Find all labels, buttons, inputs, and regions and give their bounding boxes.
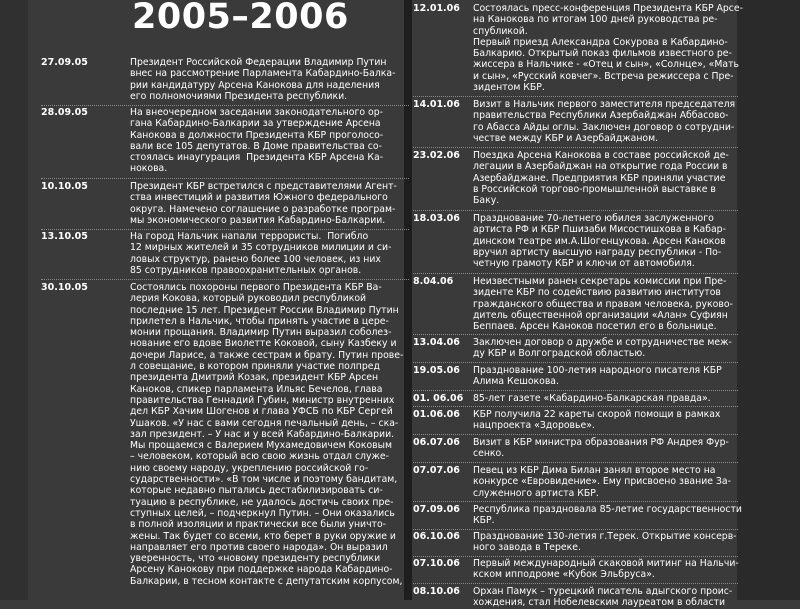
entry-date: 13.04.06 — [413, 337, 460, 348]
entry-date: 10.10.05 — [41, 181, 88, 192]
entry-text: 85-лет газете «Кабардино-Балкарская правда». — [473, 393, 711, 404]
entry-text: Неизвестными ранен секретарь комиссии при Пре- зиденте КБР по содействию развитию институтов гражданского общества и правам человека, руково- дитель общественной организации «Алан» Суфиян Беппаев. Арсен Каноков посетил его в больнице. — [473, 276, 733, 333]
entry-text: Президент КБР встретился с представителями Агент- ства инвестиций и развития Южного федерального округа. Намечено соглашение о разработке програм- мы экономического развития Кабардино-Балкарии. — [130, 181, 397, 226]
entry-separator — [413, 362, 738, 363]
entry-text: Президент Российской Федерации Владимир Путин внес на рассмотрение Парламента Кабардино-Балка- рии кандидатуру Арсена Канокова для наделения его полномочиями Президента республики. — [130, 57, 396, 102]
entry-separator — [413, 273, 738, 274]
entry-separator — [413, 529, 738, 530]
entry-text: Певец из КБР Дима Билан занял второе место на конкурсе «Евровидение». Ему присвоено звание За- служенного артиста КБР. — [473, 465, 731, 499]
right-margin-strip — [737, 0, 800, 600]
entry-separator — [413, 583, 738, 584]
entry-text: КБР получила 22 кареты скорой помощи в рамках нацпроекта «Здоровье». — [473, 409, 721, 432]
entry-text: Заключен договор о дружбе и сотрудничестве меж- ду КБР и Волгоградской областью. — [473, 337, 732, 360]
entry-text: На город Нальчик напали террористы. Погибло 12 мирных жителей и 35 сотрудников милиции и си- ловых структур, ранено более 100 человек, из них 85 сотрудников правоохранительных органов. — [130, 231, 392, 276]
entry-date: 19.05.06 — [413, 365, 460, 376]
entry-separator — [413, 462, 738, 463]
entry-date: 23.02.06 — [413, 150, 460, 161]
entry-text: Празднование 130-летия г.Терек. Открытие консерв- ного завода в Тереке. — [473, 531, 737, 554]
entry-date: 18.03.06 — [413, 213, 460, 224]
entry-date: 06.07.06 — [413, 437, 460, 448]
entry-date: 14.01.06 — [413, 99, 460, 110]
entry-separator — [413, 210, 738, 211]
entry-text: Визит в Нальчик первого заместителя председателя правительства Республики Азербайджан Аббасово- го Абасса Айды оглы. Заключен договор о сотрудни- честве между КБР и Азербайджаном. — [473, 99, 736, 144]
entry-text: Состоялись похороны первого Президента КБР Ва- лерия Кокова, который руководил республикой последние 15 лет. Президент России Владимир Путин прилетел в Нальчик, чтобы принять участие в цере- монии прощания. Владимир Путин выразил соболез- нование его вдове Виолетте Коковой, сыну Казбеку и дочери Ларисе, а также сестрам и брату. Путин прове- л совещание, в котором приняли участие полпред президента Дмитрий Козак, президент КБР Арсен Каноков, спикер парламента Ильяс Бечелов, глава правительства Геннадий Губин, министр внутренних дел КБР Хачим Шогенов и глава УФСБ по КБР Сергей Ушаков. «У нас с вами сегодня печальный день, – ска- зал президент. – У нас и у всей Кабардино-Балкарии. Мы прощаемся с Валерием Мухамедовичем Коковым – человеком, который всю свою жизнь отдал служе- нию своему народу, укреплению российской го- сударственности». «В том числе и поэтому бандитам, которые недавно пытались дестабилизировать си- туацию в республике, не удалось достичь своих пре- ступных целей, – подчеркнул Путин. – Они оказались в полной изоляции и практически все были уничто- жены. Так будет со всеми, кто берет в руки оружие и направляет его против своего народа». Он выразил уверенность, что «новому президенту республики Арсену Канокову при поддержке народа Кабардино- Балкарии, в тесном контакте с депутатским корпусом, — [130, 282, 404, 587]
entry-date: 06.10.06 — [413, 531, 460, 542]
entry-separator — [413, 96, 738, 97]
entry-date: 13.10.05 — [41, 231, 88, 242]
entry-text: На внеочередном заседании законодательного ор- гана Кабардино-Балкарии за утверждение Арсена Канокова в должности Президента КБР проголосо- вали все 105 депутатов. В Доме правительства со- стоялась инаугурация Президента КБР Арсена Ка- нокова. — [130, 107, 384, 175]
entry-text: Празднование 100-летия народного писателя КБР Алима Кешокова. — [473, 365, 722, 388]
left-margin-strip — [0, 0, 28, 600]
entry-separator — [41, 105, 409, 106]
entry-separator — [413, 434, 738, 435]
page-title: 2005–2006 — [132, 0, 349, 37]
entry-separator — [413, 406, 738, 407]
entry-text: Празднование 70-летнего юбилея заслуженного артиста РФ и КБР Пшизаби Мисостишхова в Кабар- динском театре им.А.Шогенцукова. Арсен Каноков вручил артисту высшую награду республики - По- четную грамоту КБР и ключи от автомобиля. — [473, 213, 726, 270]
entry-date: 07.10.06 — [413, 558, 460, 569]
entry-date: 28.09.05 — [41, 107, 88, 118]
entry-date: 08.10.06 — [413, 586, 460, 597]
entry-separator — [41, 178, 409, 179]
entry-date: 30.10.05 — [41, 282, 88, 293]
entry-text: Состоялась пресс-конференция Президента КБР Арсе- на Канокова по итогам 100 дней руководства ре- спубликой. Первый приезд Александра Сокурова в Кабардино- Балкарию. Открытый показ фильмов известного ре- жиссера в Нальчике - «Отец и сын», «Солнце», «Мать и сын», «Русский ковчег». Встреча режиссера с Пре- зидентом КБР. — [473, 3, 743, 94]
entry-text: Поездка Арсена Канокова в составе российской де- легации в Азербайджан на открытие года России в Азербайджане. Предприятия КБР приняли участие в Российской торгово-промышленной выставке в Баку. — [473, 150, 729, 207]
entry-separator — [413, 390, 738, 391]
entry-date: 01.06.06 — [413, 409, 460, 420]
entry-date: 07.09.06 — [413, 504, 460, 515]
entry-date: 8.04.06 — [413, 276, 454, 287]
entry-text: Первый международный скаковой митинг на Нальчи- кском ипподроме «Кубок Эльбруса». — [473, 558, 739, 581]
entry-text: Визит в КБР министра образования РФ Андрея Фур- сенко. — [473, 437, 729, 460]
entry-text: Республика праздновала 85-летие государственности КБР. — [473, 504, 742, 527]
entry-date: 07.07.06 — [413, 465, 460, 476]
entry-date: 27.09.05 — [41, 57, 88, 68]
entry-separator — [413, 147, 738, 148]
entry-separator — [413, 556, 738, 557]
entry-date: 01. 06.06 — [413, 393, 464, 404]
entry-separator — [413, 334, 738, 335]
entry-separator — [41, 279, 409, 280]
entry-separator — [413, 501, 738, 502]
column-divider — [404, 0, 412, 600]
entry-date: 12.01.06 — [413, 3, 460, 14]
entry-text: Орхан Памук – турецкий писатель адыгского проис- хождения, стал Нобелевским лауреатом в области — [473, 586, 733, 609]
entry-separator — [41, 229, 409, 230]
